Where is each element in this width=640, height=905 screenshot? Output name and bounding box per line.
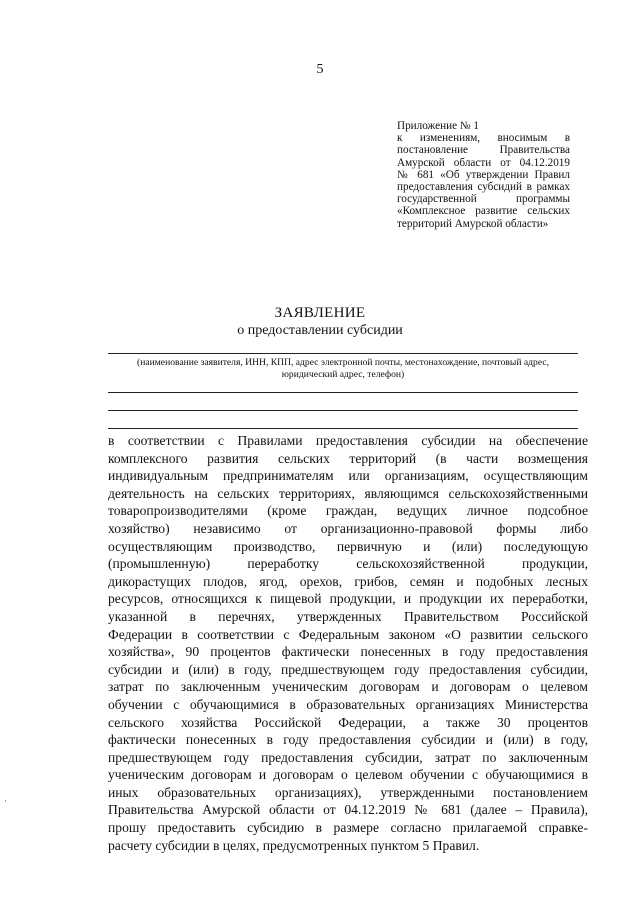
body-line: индивидуальным предпринимателям или организациям, осуществляющим	[108, 468, 588, 484]
body-line: фактически понесенных в году предоставления субсидии и (или) в году,	[108, 732, 588, 748]
scan-mark	[5, 800, 6, 802]
application-body	[108, 432, 588, 854]
body-line: иных образовательных организациях), утвержденными постановлением	[108, 784, 588, 800]
body-line: Правительства Амурской области от 04.12.2019 № 681 (далее – Правила),	[108, 802, 588, 818]
body-line: комплексного развития сельских территорий (в части возмещения	[108, 450, 588, 466]
page-number: 5	[316, 62, 324, 77]
body-line: обучении с обучающимися в образовательных организациях Министерства	[108, 696, 588, 712]
body-line: субсидии и (или) в году, предшествующем году предоставления субсидии,	[108, 661, 588, 677]
body-line: (промышленную) переработку сельскохозяйственной продукции,	[108, 556, 588, 572]
appendix-line: Приложение № 1	[397, 120, 479, 132]
body-line: дикорастущих плодов, ягод, орехов, грибов, семян и подобных лесных	[108, 573, 588, 589]
body-line: ученическим договорам и договорам о целевом обучении с обучающимися в	[108, 767, 588, 783]
fill-line	[108, 428, 578, 429]
appendix-line: территорий Амурской области»	[397, 217, 549, 230]
body-line: осуществляющим производство, первичную и (или) последующую	[108, 538, 588, 554]
body-line: прошу предоставить субсидию в размере согласно прилагаемой справке-	[108, 820, 588, 836]
body-line: хозяйство) независимо от организационно-правовой формы либо	[108, 520, 588, 536]
caption-line: (наименование заявителя, ИНН, КПП, адрес электронной почты, местонахождение, почтовый адрес,	[137, 357, 549, 368]
caption-line: юридический адрес, телефон)	[281, 369, 405, 380]
body-line: в соответствии с Правилами предоставления субсидии на обеспечение	[108, 433, 588, 448]
body-line: предшествующем году предоставления субсидии, затрат по заключенным	[108, 749, 588, 765]
body-line: деятельность на сельских территориях, являющимся сельскохозяйственными	[108, 485, 588, 501]
body-line: указанной в перечнях, утвержденных Правительством Российской	[108, 608, 588, 624]
appendix-line: постановление Правительства	[397, 144, 570, 157]
body-line: ресурсов, относящихся к пищевой продукции, и продукции их переработки,	[108, 591, 588, 607]
document-subtitle: о предоставлении субсидии	[237, 323, 403, 338]
body-line: товаропроизводителями (кроме граждан, ведущих личное подсобное	[108, 503, 588, 519]
appendix-line: предоставления субсидий в рамках	[397, 181, 570, 194]
appendix-line: Амурской области от 04.12.2019	[397, 156, 570, 169]
fill-line	[108, 392, 578, 393]
body-line: Федерации в соответствии с Федеральным законом «О развитии сельского	[108, 626, 588, 642]
body-line: затрат по заключенным ученическим договорам и договорам о целевом	[108, 679, 588, 695]
applicant-caption	[108, 357, 578, 381]
document-title: ЗАЯВЛЕНИЕ	[274, 305, 366, 321]
appendix-line: № 681 «Об утверждении Правил	[397, 168, 570, 181]
body-line: расчету субсидии в целях, предусмотренных пунктом 5 Правил.	[108, 837, 480, 853]
appendix-block	[397, 120, 570, 230]
appendix-line: государственной программы	[397, 193, 570, 206]
body-line: хозяйства», 90 процентов фактически понесенных в году предоставления	[108, 644, 588, 660]
appendix-line: «Комплексное развитие сельских	[397, 205, 570, 218]
applicant-fill-line	[108, 353, 578, 354]
fill-line	[108, 410, 578, 411]
appendix-line: к изменениям, вносимым в	[397, 132, 570, 145]
body-line: сельского хозяйства Российской Федерации, а также 30 процентов	[108, 714, 588, 730]
